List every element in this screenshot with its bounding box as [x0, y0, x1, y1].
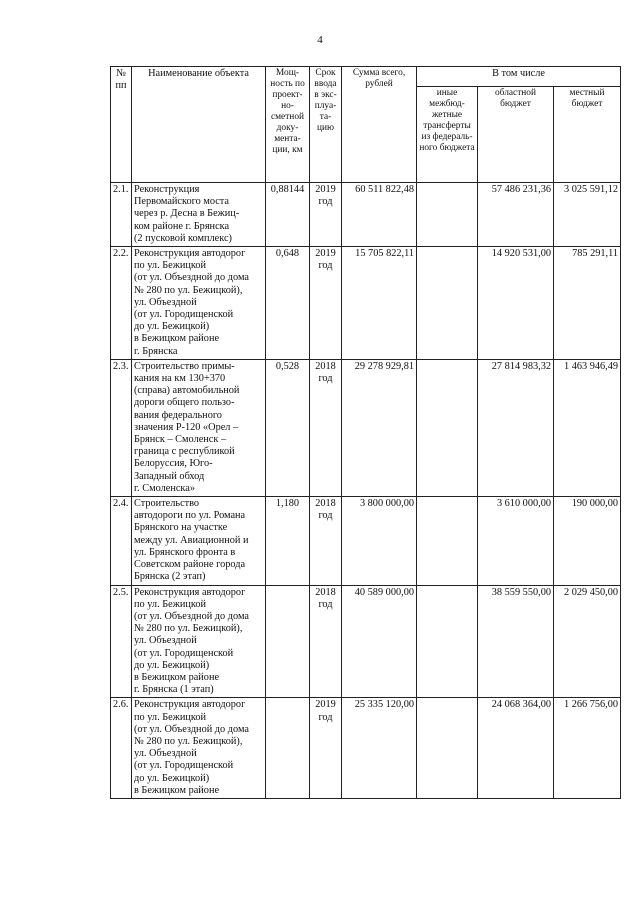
- regional-cell: 3 610 000,00: [478, 497, 554, 585]
- capacity-cell: [266, 585, 310, 698]
- header-num: № пп: [111, 67, 132, 183]
- object-name-line: автодороги по ул. Романа: [134, 510, 246, 522]
- object-name-line: г. Брянска: [134, 345, 178, 357]
- object-name-line: вания федерального: [134, 409, 222, 421]
- object-name-line: до ул. Бежицкой): [134, 321, 210, 333]
- page-number: 4: [317, 34, 323, 46]
- header-regional: областной бюджет: [478, 87, 554, 183]
- sum-cell: 15 705 822,11: [342, 247, 417, 360]
- object-name-line: в Бежицком районе: [134, 333, 220, 345]
- table-body: [111, 183, 621, 799]
- object-name-line: в Бежицком районе: [134, 784, 220, 796]
- object-name-line: (от ул. Городищенской: [134, 309, 234, 321]
- sum-cell: 40 589 000,00: [342, 585, 417, 698]
- row-number: 2.5.: [111, 585, 132, 698]
- object-name: [132, 585, 266, 698]
- row-number: 2.6.: [111, 698, 132, 799]
- row-number: 2.2.: [111, 247, 132, 360]
- local-cell: 190 000,00: [554, 497, 621, 585]
- object-name-line: Брянска (2 этап): [134, 571, 206, 583]
- regional-cell: 38 559 550,00: [478, 585, 554, 698]
- object-name-line: № 280 по ул. Бежицкой),: [134, 735, 243, 747]
- object-name-line: ул. Объездной: [134, 296, 197, 308]
- sum-cell: 60 511 822,48: [342, 183, 417, 247]
- objects-table: [110, 66, 621, 799]
- local-cell: 2 029 450,00: [554, 585, 621, 698]
- object-name-line: (2 пусковой комплекс): [134, 232, 232, 244]
- header-term: Срок ввода в экс-плуа-та-цию: [310, 67, 342, 183]
- regional-cell: 57 486 231,36: [478, 183, 554, 247]
- object-name-line: Реконструкция: [134, 184, 200, 195]
- term-cell: 2019 год: [310, 698, 342, 799]
- row-number: 2.4.: [111, 497, 132, 585]
- object-name-line: Первомайского моста: [134, 196, 229, 208]
- object-name: [132, 247, 266, 360]
- object-name-line: (от ул. Городищенской: [134, 647, 234, 659]
- object-name-line: Брянского на участке: [134, 522, 228, 534]
- capacity-cell: [266, 698, 310, 799]
- object-name-line: (от ул. Объездной до дома: [134, 272, 249, 284]
- header-name: Наименование объекта: [132, 67, 266, 183]
- capacity-cell: 1,180: [266, 497, 310, 585]
- object-name-line: Реконструкция автодорог: [134, 699, 246, 711]
- regional-cell: 27 814 983,32: [478, 359, 554, 496]
- object-name-line: ул. Объездной: [134, 748, 197, 760]
- header-local: местный бюджет: [554, 87, 621, 183]
- transfers-cell: [417, 183, 478, 247]
- sum-cell: 3 800 000,00: [342, 497, 417, 585]
- object-name-line: Западный обход: [134, 470, 205, 482]
- header-transfers: иные межбюд-жетные трансферты из федераль-ного бюджета: [417, 87, 478, 183]
- transfers-cell: [417, 247, 478, 360]
- object-name-line: по ул. Бежицкой: [134, 711, 206, 723]
- object-name-line: Строительство примы-: [134, 360, 235, 372]
- table-row: [111, 247, 621, 360]
- transfers-cell: [417, 585, 478, 698]
- object-name: [132, 359, 266, 496]
- object-name-line: (от ул. Городищенской: [134, 760, 234, 772]
- row-number: 2.1.: [111, 183, 132, 247]
- header-including: В том числе: [417, 67, 621, 87]
- sum-cell: 25 335 120,00: [342, 698, 417, 799]
- object-name-line: Реконструкция автодорог: [134, 586, 246, 598]
- object-name-line: ул. Объездной: [134, 635, 197, 647]
- object-name-line: через р. Десна в Бежиц-: [134, 208, 240, 220]
- term-cell: 2018 год: [310, 359, 342, 496]
- object-name-line: по ул. Бежицкой: [134, 598, 206, 610]
- object-name-line: (от ул. Объездной до дома: [134, 723, 249, 735]
- regional-cell: 14 920 531,00: [478, 247, 554, 360]
- term-cell: 2018 год: [310, 585, 342, 698]
- term-cell: 2018 год: [310, 497, 342, 585]
- object-name-line: № 280 по ул. Бежицкой),: [134, 284, 243, 296]
- transfers-cell: [417, 698, 478, 799]
- object-name: [132, 497, 266, 585]
- object-name-line: Реконструкция автодорог: [134, 248, 246, 260]
- header-capacity: Мощ-ность по проект-но-сметной доку-мента-ции, км: [266, 67, 310, 183]
- local-cell: 3 025 591,12: [554, 183, 621, 247]
- regional-cell: 24 068 364,00: [478, 698, 554, 799]
- object-name-line: кания на км 130+370: [134, 373, 226, 385]
- capacity-cell: 0,528: [266, 359, 310, 496]
- object-name: [132, 698, 266, 799]
- object-name-line: Советском районе города: [134, 559, 246, 571]
- object-name-line: Брянск – Смоленск –: [134, 434, 227, 446]
- term-cell: 2019 год: [310, 247, 342, 360]
- table-row: [111, 585, 621, 698]
- object-name-line: (справа) автомобильной: [134, 385, 240, 397]
- object-name-line: до ул. Бежицкой): [134, 772, 210, 784]
- local-cell: 785 291,11: [554, 247, 621, 360]
- object-name-line: г. Брянска (1 этап): [134, 684, 214, 696]
- transfers-cell: [417, 359, 478, 496]
- row-number: 2.3.: [111, 359, 132, 496]
- object-name-line: Строительство: [134, 498, 200, 510]
- sum-cell: 29 278 929,81: [342, 359, 417, 496]
- object-name: [132, 183, 266, 247]
- table-row: [111, 698, 621, 799]
- object-name-line: значения Р-120 «Орел –: [134, 421, 239, 433]
- transfers-cell: [417, 497, 478, 585]
- local-cell: 1 266 756,00: [554, 698, 621, 799]
- object-name-line: ул. Брянского фронта в: [134, 546, 236, 558]
- table-row: [111, 497, 621, 585]
- header-sum: Сумма всего, рублей: [342, 67, 417, 183]
- object-name-line: по ул. Бежицкой: [134, 260, 206, 272]
- capacity-cell: 0,88144: [266, 183, 310, 247]
- capacity-cell: 0,648: [266, 247, 310, 360]
- object-name-line: № 280 по ул. Бежицкой),: [134, 623, 243, 635]
- object-name-line: дороги общего пользо-: [134, 397, 235, 409]
- object-name-line: г. Смоленска»: [134, 482, 195, 494]
- object-name-line: до ул. Бежицкой): [134, 659, 210, 671]
- object-name-line: (от ул. Объездной до дома: [134, 610, 249, 622]
- object-name-line: ком районе г. Брянска: [134, 220, 230, 232]
- object-name-line: Белоруссия, Юго-: [134, 458, 213, 470]
- object-name-line: граница с республикой: [134, 446, 235, 458]
- table-row: [111, 183, 621, 247]
- local-cell: 1 463 946,49: [554, 359, 621, 496]
- object-name-line: между ул. Авиационной и: [134, 534, 249, 546]
- object-name-line: в Бежицком районе: [134, 671, 220, 683]
- term-cell: 2019 год: [310, 183, 342, 247]
- table-row: [111, 359, 621, 496]
